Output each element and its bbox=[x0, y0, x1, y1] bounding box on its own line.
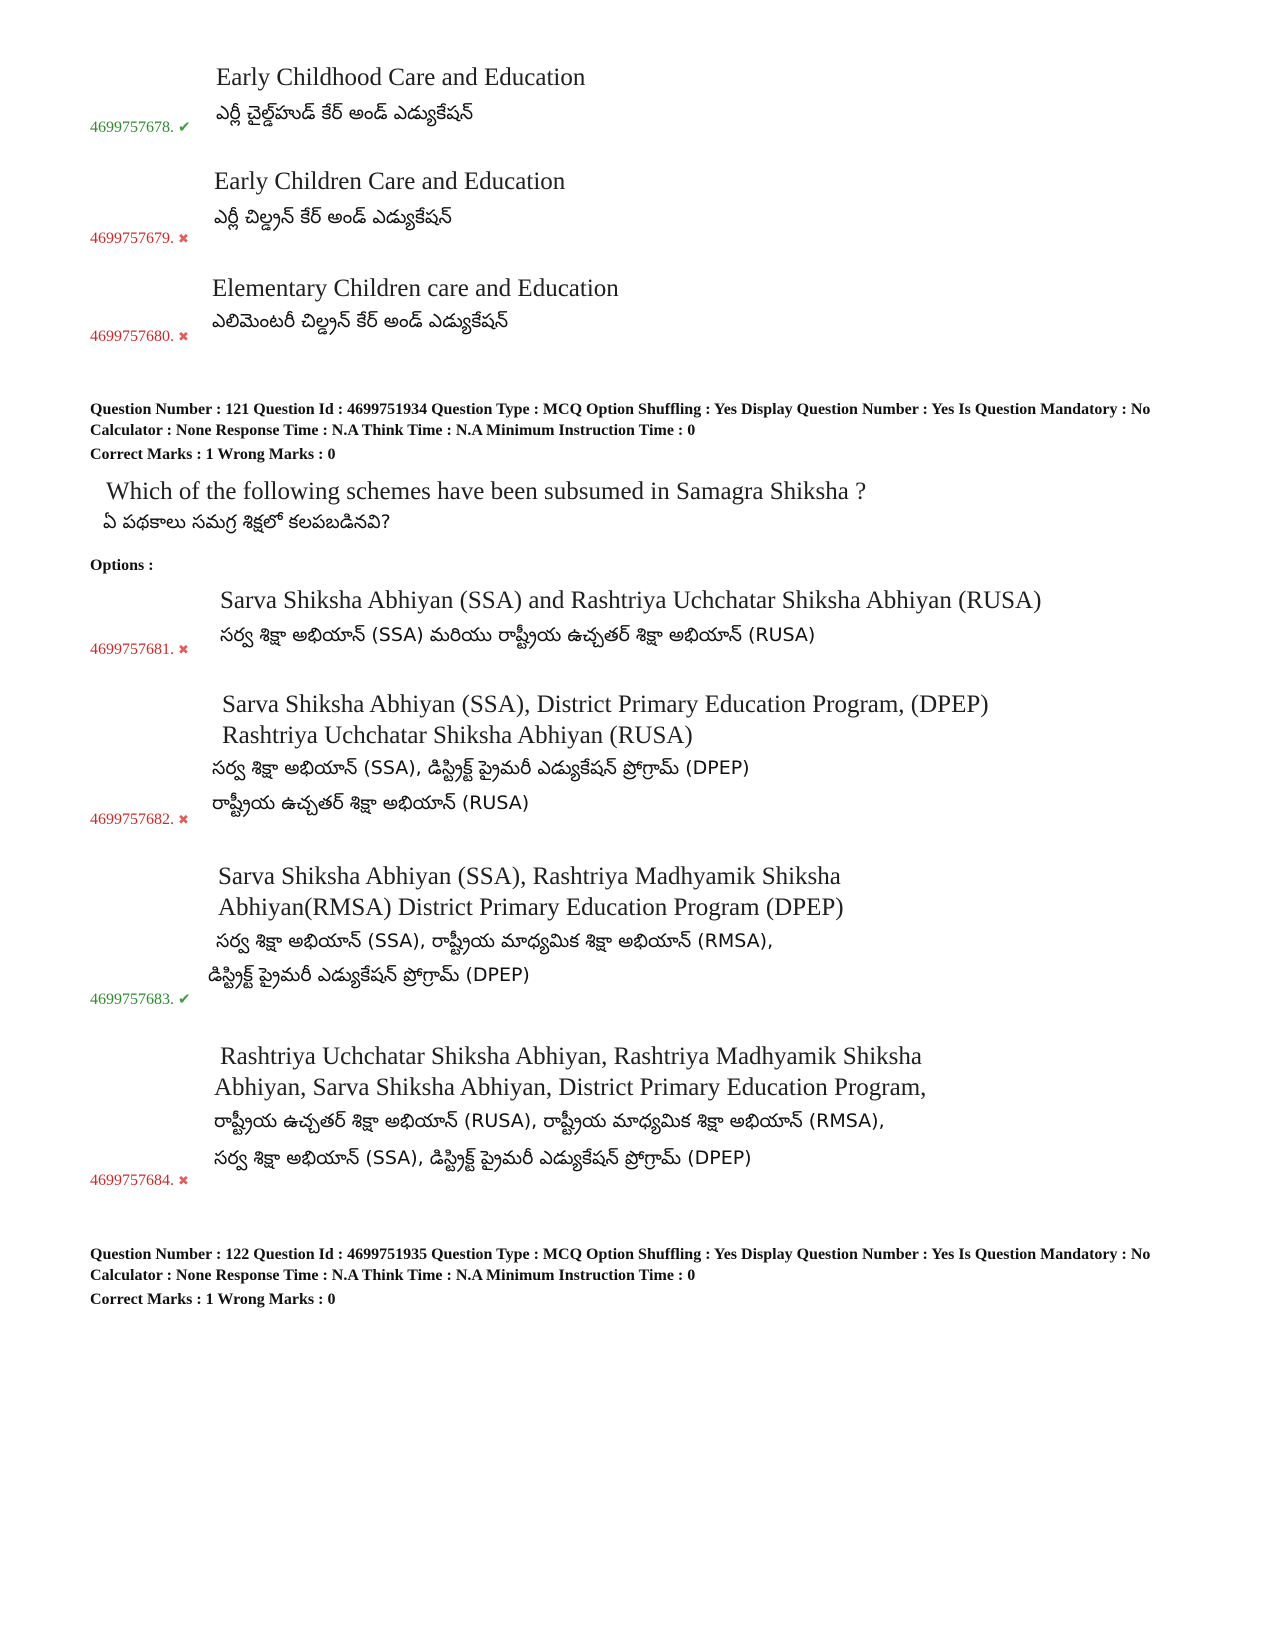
question-122-meta bbox=[90, 1244, 1200, 1310]
option-text-en: Sarva Shiksha Abhiyan (SSA) and Rashtriya Uchchatar Shiksha Abhiyan (RUSA) bbox=[220, 587, 1042, 614]
option-text-te: రాష్ట్రీయ ఉచ్చతర్ శిక్షా అభియాన్ (RUSA), రాష్ట్రీయ మాధ్యమిక శిక్షా అభియాన్ (RMSA), bbox=[214, 1110, 885, 1132]
question-121-text-en: Which of the following schemes have been subsumed in Samagra Shiksha ? bbox=[106, 478, 867, 505]
check-icon: ✔ bbox=[178, 990, 191, 1008]
option-text-en: Abhiyan, Sarva Shiksha Abhiyan, District Primary Education Program, bbox=[214, 1074, 927, 1101]
option-text-en: Sarva Shiksha Abhiyan (SSA), Rashtriya Madhyamik Shiksha bbox=[218, 863, 841, 890]
options-label: Options : bbox=[90, 557, 154, 574]
question-marks: Correct Marks : 1 Wrong Marks : 0 bbox=[90, 1291, 336, 1308]
option-text-en: Rashtriya Uchchatar Shiksha Abhiyan, Rashtriya Madhyamik Shiksha bbox=[220, 1043, 922, 1070]
option-text-te: డిస్ట్రిక్ట్ ప్రైమరీ ఎడ్యుకేషన్ ప్రోగ్రామ్ (DPEP) bbox=[208, 964, 530, 986]
option-text-te: ఎర్లీ చైల్డ్‌హుడ్ కేర్ అండ్ ఎడ్యుకేషన్ bbox=[216, 102, 474, 124]
question-meta-text: Question Number : 121 Question Id : 4699751934 Question Type : MCQ Option Shuffling : Yes Display Question Number : Yes Is Question Mandatory : No Calculator : None Response Time : N.A Think Time : N.A Minimum Instruction Time : 0 bbox=[90, 401, 1151, 439]
option-text-en: Abhiyan(RMSA) District Primary Education Program (DPEP) bbox=[218, 894, 844, 921]
option-id: 4699757683. ✔ bbox=[90, 990, 191, 1008]
option-text-te: సర్వ శిక్షా అభియాన్ (SSA) మరియు రాష్ట్రీయ ఉచ్చతర్ శిక్షా అభియాన్ (RUSA) bbox=[220, 624, 816, 646]
option-text-en: Early Childhood Care and Education bbox=[216, 64, 586, 91]
option-id: 4699757681. ✖ bbox=[90, 641, 189, 658]
option-text-en: Sarva Shiksha Abhiyan (SSA), District Primary Education Program, (DPEP) bbox=[222, 691, 989, 718]
question-121-text-te: ఏ పథకాలు సమగ్ర శిక్షలో కలపబడినవి? bbox=[103, 511, 391, 533]
cross-icon: ✖ bbox=[178, 1174, 189, 1189]
question-meta-text: Question Number : 122 Question Id : 4699751935 Question Type : MCQ Option Shuffling : Yes Display Question Number : Yes Is Question Mandatory : No Calculator : None Response Time : N.A Think Time : N.A Minimum Instruction Time : 0 bbox=[90, 1246, 1151, 1284]
option-id: 4699757684. ✖ bbox=[90, 1172, 189, 1189]
option-text-en: Elementary Children care and Education bbox=[212, 275, 619, 302]
option-text-te: సర్వ శిక్షా అభియాన్ (SSA), డిస్ట్రిక్ట్ ప్రైమరీ ఎడ్యుకేషన్ ప్రోగ్రామ్ (DPEP) bbox=[212, 757, 750, 779]
option-id: 4699757682. ✖ bbox=[90, 811, 189, 828]
cross-icon: ✖ bbox=[178, 330, 189, 345]
cross-icon: ✖ bbox=[178, 813, 189, 828]
option-text-te: ఎర్లీ చిల్డ్రన్ కేర్ అండ్ ఎడ్యుకేషన్ bbox=[214, 206, 452, 228]
option-text-en: Rashtriya Uchchatar Shiksha Abhiyan (RUSA) bbox=[222, 722, 693, 749]
option-text-te: సర్వ శిక్షా అభియాన్ (SSA), రాష్ట్రీయ మాధ్యమిక శిక్షా అభియాన్ (RMSA), bbox=[216, 930, 774, 952]
option-text-en: Early Children Care and Education bbox=[214, 168, 566, 195]
option-text-te: సర్వ శిక్షా అభియాన్ (SSA), డిస్ట్రిక్ట్ ప్రైమరీ ఎడ్యుకేషన్ ప్రోగ్రామ్ (DPEP) bbox=[214, 1147, 752, 1169]
question-121-meta bbox=[90, 399, 1200, 465]
option-text-te: రాష్ట్రీయ ఉచ్చతర్ శిక్షా అభియాన్ (RUSA) bbox=[212, 792, 530, 814]
option-id: 4699757680. ✖ bbox=[90, 328, 189, 345]
question-marks: Correct Marks : 1 Wrong Marks : 0 bbox=[90, 446, 336, 463]
check-icon: ✔ bbox=[178, 118, 191, 136]
cross-icon: ✖ bbox=[178, 232, 189, 247]
cross-icon: ✖ bbox=[178, 643, 189, 658]
option-id: 4699757678. ✔ bbox=[90, 118, 191, 136]
option-id: 4699757679. ✖ bbox=[90, 230, 189, 247]
option-text-te: ఎలిమెంటరీ చిల్డ్రన్ కేర్ అండ్ ఎడ్యుకేషన్ bbox=[212, 310, 509, 332]
